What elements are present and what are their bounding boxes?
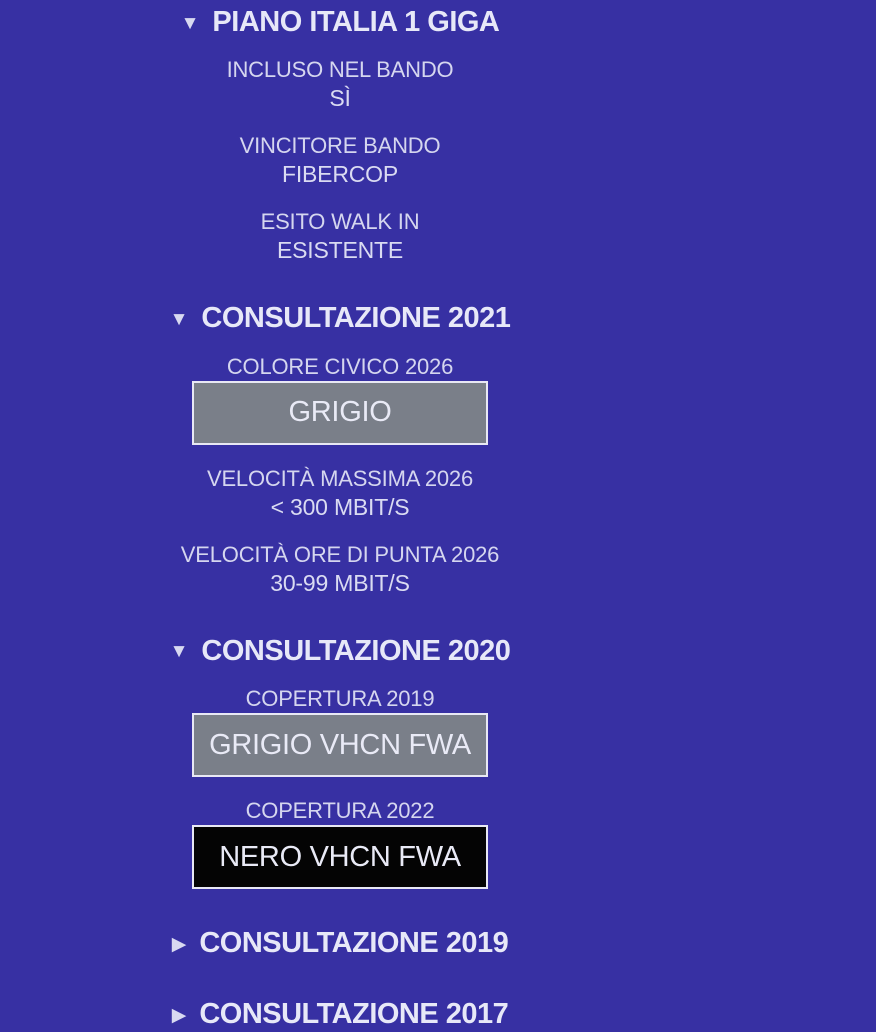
section-consultazione-2021 (0, 302, 680, 596)
section-header-consultazione-2017[interactable] (0, 998, 680, 1031)
field-copertura-2022 (0, 797, 680, 889)
field-velocita-ore-di-punta-2026 (0, 541, 680, 597)
field-velocita-massima-2026 (0, 465, 680, 521)
section-consultazione-2019 (0, 927, 680, 960)
field-label: VELOCITÀ MASSIMA 2026 (206, 465, 474, 491)
field-esito-walk-in (0, 208, 680, 264)
field-colore-civico-2026 (0, 353, 680, 445)
field-incluso-nel-bando (0, 56, 680, 112)
section-header-consultazione-2020[interactable] (0, 635, 680, 668)
section-title: CONSULTAZIONE 2017 (199, 998, 509, 1031)
chevron-right-icon: ▶ (171, 1005, 187, 1027)
field-label: COPERTURA 2022 (245, 798, 435, 824)
section-title: CONSULTAZIONE 2019 (199, 927, 509, 960)
field-value: ESISTENTE (276, 237, 403, 264)
field-label: COLORE CIVICO 2026 (226, 353, 454, 379)
field-label: COPERTURA 2019 (245, 686, 435, 712)
field-vincitore-bando (0, 132, 680, 188)
color-swatch-grigio-vhcn-fwa: GRIGIO VHCN FWA (192, 713, 488, 777)
field-label: ESITO WALK IN (260, 209, 420, 235)
field-value: < 300 MBIT/S (270, 493, 410, 520)
field-label: VELOCITÀ ORE DI PUNTA 2026 (180, 541, 500, 567)
section-consultazione-2020 (0, 635, 680, 889)
section-header-consultazione-2021[interactable] (0, 302, 680, 335)
color-swatch-nero-vhcn-fwa: NERO VHCN FWA (192, 825, 488, 889)
chevron-right-icon: ▶ (171, 933, 187, 955)
field-label: INCLUSO NEL BANDO (226, 57, 454, 83)
section-title: PIANO ITALIA 1 GIGA (212, 6, 500, 38)
field-value: 30-99 MBIT/S (270, 569, 410, 596)
section-title: CONSULTAZIONE 2020 (201, 634, 511, 667)
section-piano-italia-1-giga (0, 6, 680, 264)
color-swatch-grigio: GRIGIO (192, 381, 488, 445)
chevron-down-icon: ▼ (169, 641, 189, 663)
field-value: SÌ (329, 85, 351, 112)
section-header-piano-italia-1-giga[interactable] (0, 6, 680, 39)
section-header-consultazione-2019[interactable] (0, 927, 680, 960)
field-label: VINCITORE BANDO (239, 133, 441, 159)
section-title: CONSULTAZIONE 2021 (201, 302, 511, 335)
chevron-down-icon: ▼ (169, 309, 189, 331)
section-consultazione-2017 (0, 998, 680, 1031)
field-value: FIBERCOP (282, 161, 398, 188)
field-copertura-2019 (0, 685, 680, 777)
chevron-down-icon: ▼ (180, 12, 200, 34)
